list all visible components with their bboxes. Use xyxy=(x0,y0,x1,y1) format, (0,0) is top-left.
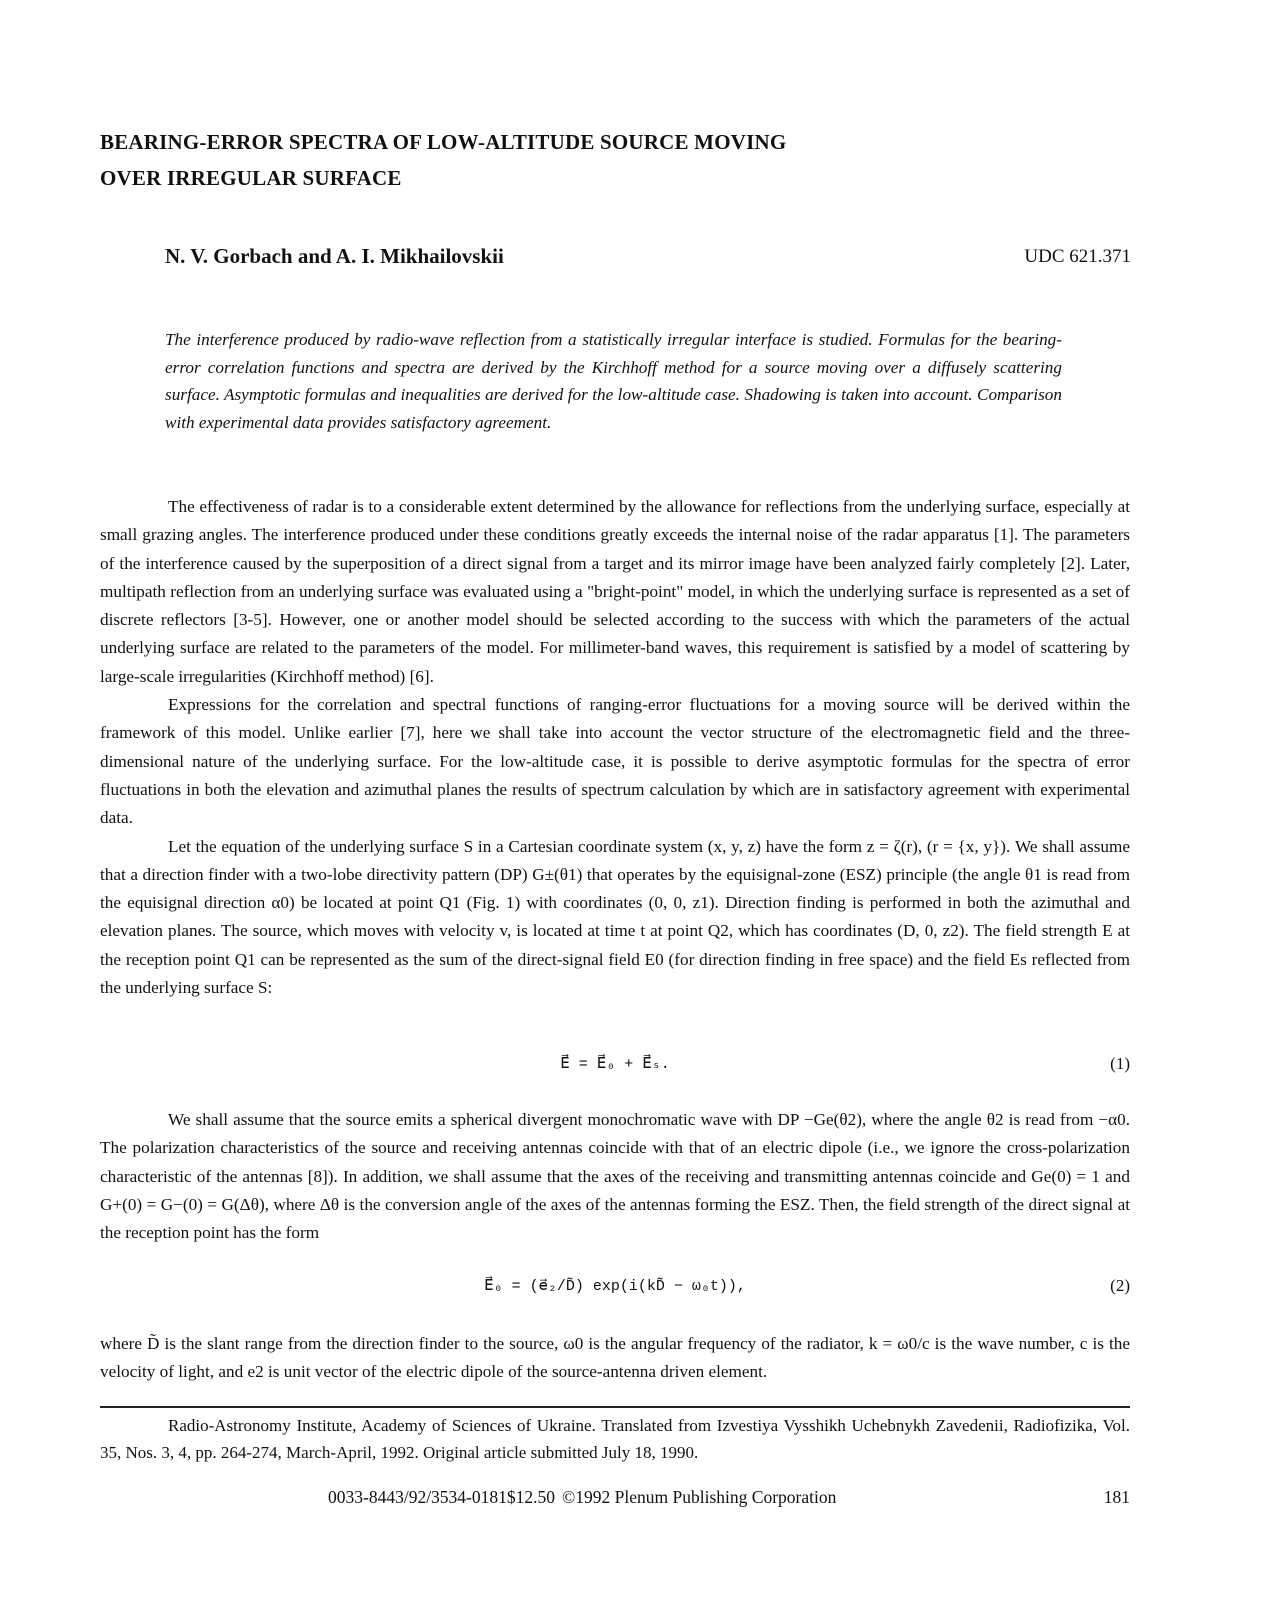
paragraph-5: where D̃ is the slant range from the direction finder to the source, ω0 is the angular frequency of the radiator, k = ω0/c is the wave number, c is the velocity of light, and e2 is unit vector of the electric dipole of the source-antenna driven element. xyxy=(100,1334,1130,1382)
paragraph-1: The effectiveness of radar is to a considerable extent determined by the allowance for reflections from the underlying surface, especially at small grazing angles. The interference produced under these conditions greatly exceeds the internal noise of the radar apparatus [1]. The parameters of the interference caused by the superposition of a direct signal from a target and its mirror image have been analyzed fairly completely [2]. Later, multipath reflection from an underlying surface was evaluated using a "bright-point" model, in which the underlying surface is represented as a set of discrete reflectors [3-5]. However, one or another model should be selected according to the success with which the parameters of the actual underlying surface are related to the parameters of the model. For millimeter-band waves, this requirement is satisfied by a model of scattering by large-scale irregularities (Kirchhoff method) [6]. xyxy=(100,497,1130,686)
page-number: 181 xyxy=(1103,1487,1130,1507)
footnote xyxy=(100,1412,1130,1466)
equation-2 xyxy=(100,1276,1130,1306)
paragraph-3: Let the equation of the underlying surface S in a Cartesian coordinate system (x, y, z) have the form z = ζ(r), (r = {x, y}). We shall assume that a direction finder with a two-lobe directivity pattern (DP) G±(θ1) that operates by the equisignal-zone (ESZ) principle (the angle θ1 is read from the equisignal direction α0) be located at point Q1 (Fig. 1) with coordinates (0, 0, z1). Direction finding is performed in both the azimuthal and elevation planes. The source, which moves with velocity v, is located at time t at point Q2, which has coordinates (D, 0, z2). The field strength E at the reception point Q1 can be represented as the sum of the direct-signal field E0 (for direction finding in free space) and the field Es reflected from the underlying surface S: xyxy=(100,836,1130,998)
page-footer xyxy=(100,1487,1130,1511)
paragraph-4: We shall assume that the source emits a spherical divergent monochromatic wave with DP −Ge(θ2), where the angle θ2 is read from −α0. The polarization characteristics of the source and receiving antennas coincide with that of an electric dipole (i.e., we ignore the cross-polarization characteristic of the antennas [8]). In addition, we shall assume that the axes of the receiving and transmitting antennas coincide and Ge(0) = 1 and G+(0) = G−(0) = G(Δθ), where Δθ is the conversion angle of the axes of the antennas forming the ESZ. Then, the field strength of the direct signal at the reception point has the form xyxy=(100,1110,1130,1243)
udc-code: UDC 621.371 xyxy=(1024,246,1131,267)
article-code: 0033-8443/92/3534-0181$12.50 xyxy=(328,1487,556,1507)
paragraph-2: Expressions for the correlation and spectral functions of ranging-error fluctuations for a moving source will be derived within the framework of this model. Unlike earlier [7], here we shall take into account the vector structure of the electromagnetic field and the three-dimensional nature of the underlying surface. For the low-altitude case, it is possible to derive asymptotic formulas for the spectra of error fluctuations in both the elevation and azimuthal planes the results of spectrum calculation by which are in satisfactory agreement with experimental data. xyxy=(100,695,1130,828)
authors: N. V. Gorbach and A. I. Mikhailovskii xyxy=(165,244,504,268)
title-line-1: BEARING-ERROR SPECTRA OF LOW-ALTITUDE SOURCE MOVING xyxy=(100,130,787,154)
equation-2-expression: E⃗₀ = (e⃗₂/D̃) exp(i(kD̃ − ω₀t)), xyxy=(484,1278,746,1295)
footnote-divider xyxy=(100,1406,1130,1408)
paper-title xyxy=(100,124,1000,196)
body-text-section-2 xyxy=(100,1106,1130,1247)
footnote-text: Radio-Astronomy Institute, Academy of Sciences of Ukraine. Translated from Izvestiya Vysshikh Uchebnykh Zavedenii, Radiofizika, Vol. 35, Nos. 3, 4, pp. 264-274, March-April, 1992. Original article submitted July 18, 1990. xyxy=(100,1416,1130,1462)
equation-1-expression: E⃗ = E⃗₀ + E⃗ₛ. xyxy=(560,1056,670,1073)
equation-1 xyxy=(100,1054,1130,1084)
equation-2-number: (2) xyxy=(1110,1276,1130,1295)
abstract: The interference produced by radio-wave reflection from a statistically irregular interface is studied. Formulas for the bearing-error correlation functions and spectra are derived by the Kirchhoff method for a source moving over a diffusely scattering surface. Asymptotic formulas and inequalities are derived for the low-altitude case. Shadowing is taken into account. Comparison with experimental data provides satisfactory agreement. xyxy=(165,330,1062,432)
copyright: ©1992 Plenum Publishing Corporation xyxy=(562,1487,837,1507)
body-text-section-3 xyxy=(100,1330,1130,1387)
title-line-2: OVER IRREGULAR SURFACE xyxy=(100,166,402,190)
equation-1-number: (1) xyxy=(1110,1054,1130,1073)
body-text-section-1 xyxy=(100,493,1130,1002)
